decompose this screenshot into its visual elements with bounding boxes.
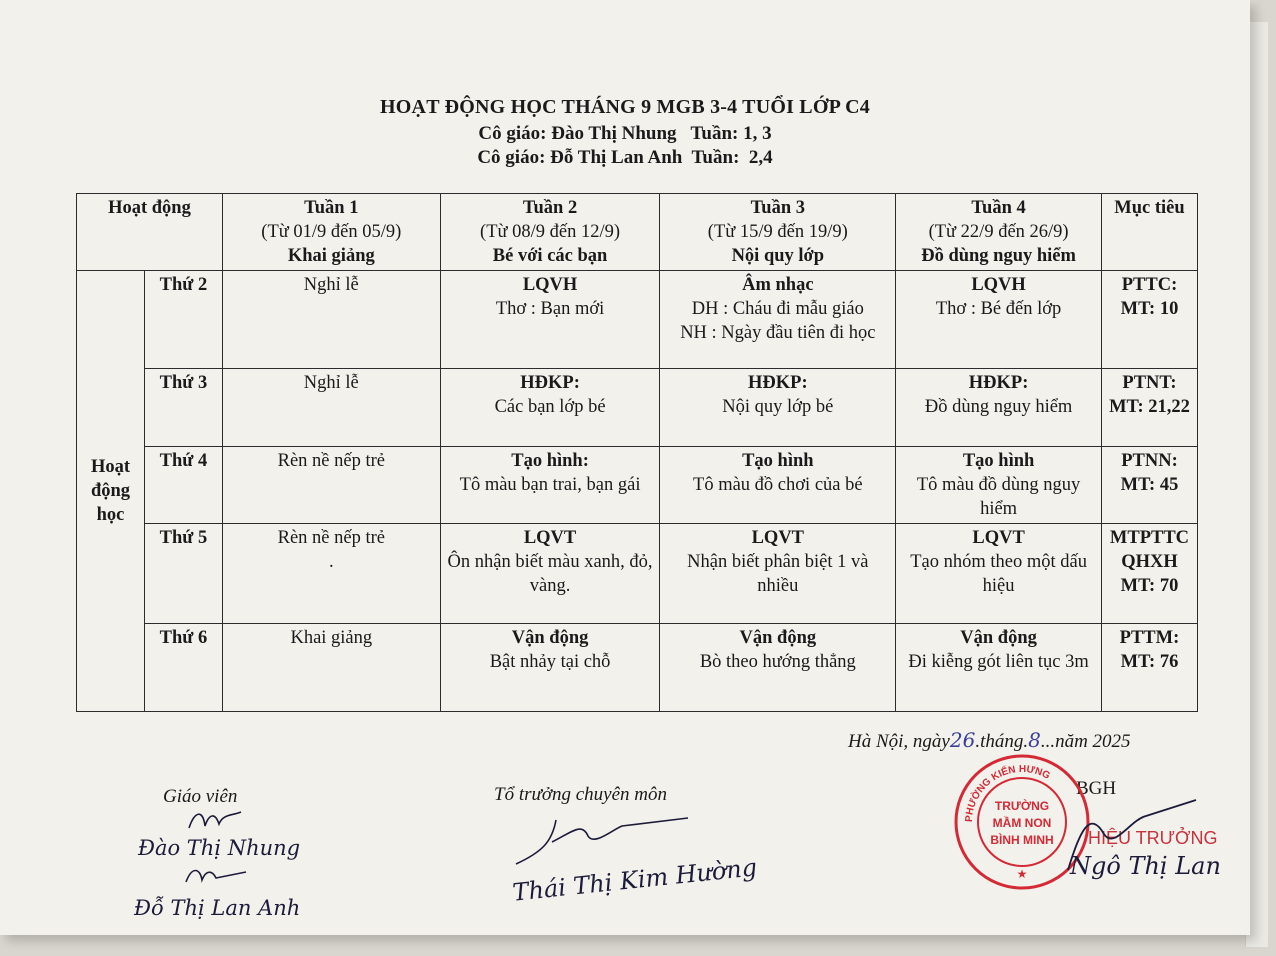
teacher-signature-2: Đỗ Thị Lan Anh: [134, 896, 301, 920]
cell-w2: LQVH Thơ : Bạn mới: [440, 271, 660, 369]
cell-w2: Vận động Bật nhảy tại chỗ: [440, 624, 660, 712]
day-cell: Thứ 3: [144, 369, 222, 447]
header-week-1: Tuần 1 (Từ 01/9 đến 05/9) Khai giảng: [222, 194, 440, 271]
cell-w4: HĐKP: Đồ dùng nguy hiểm: [896, 369, 1102, 447]
header-week-2: Tuần 2 (Từ 08/9 đến 12/9) Bé với các bạn: [440, 194, 660, 271]
table-row: [77, 524, 1198, 624]
teacher-line-2: Cô giáo: Đỗ Thị Lan Anh Tuần: 2,4: [477, 147, 773, 168]
svg-text:TRƯỜNG: TRƯỜNG: [994, 799, 1050, 813]
cell-w4: LQVH Thơ : Bé đến lớp: [896, 271, 1102, 369]
cell-w1: Rèn nề nếp trẻ: [222, 447, 440, 524]
svg-text:PHƯỜNG KIẾN HƯNG: PHƯỜNG KIẾN HƯNG: [963, 763, 1052, 823]
cell-w3: Tạo hình Tô màu đồ chơi của bé: [660, 447, 896, 524]
day-cell: Thứ 2: [144, 271, 222, 369]
principal-signature: Ngô Thị Lan: [1070, 852, 1221, 880]
table-row: [77, 271, 1198, 369]
row-group-label: Hoạt động học: [77, 271, 145, 712]
date-month: 8: [1028, 728, 1041, 752]
cell-w3: Vận động Bò theo hướng thẳng: [660, 624, 896, 712]
cell-w1: Rèn nề nếp trẻ .: [222, 524, 440, 624]
teacher-signature-mark-2: [180, 864, 250, 888]
cell-w3: HĐKP: Nội quy lớp bé: [660, 369, 896, 447]
cell-w2: LQVT Ôn nhận biết màu xanh, đỏ, vàng.: [440, 524, 660, 624]
principal-title: HIỆU TRƯỞNG: [1088, 828, 1218, 848]
goal-cell: PTTC: MT: 10: [1101, 271, 1197, 369]
goal-cell: PTTM: MT: 76: [1101, 624, 1197, 712]
header-goal: Mục tiêu: [1101, 194, 1197, 271]
cell-w1: Khai giảng: [222, 624, 440, 712]
schedule-table: [76, 193, 1198, 712]
svg-text:★: ★: [1016, 867, 1028, 881]
teacher-label: Giáo viên: [163, 786, 238, 807]
cell-w4: LQVT Tạo nhóm theo một dấu hiệu: [896, 524, 1102, 624]
document-title: HOẠT ĐỘNG HỌC THÁNG 9 MGB 3-4 TUỔI LỚP C4: [380, 96, 870, 118]
table-header-row: [77, 194, 1198, 271]
svg-text:BÌNH MINH: BÌNH MINH: [990, 833, 1054, 847]
cell-w3: LQVT Nhận biết phân biệt 1 và nhiều: [660, 524, 896, 624]
cell-w2: HĐKP: Các bạn lớp bé: [440, 369, 660, 447]
goal-cell: MTPTTC QHXH MT: 70: [1101, 524, 1197, 624]
leader-label: Tổ trưởng chuyên môn: [494, 784, 668, 805]
date-day: 26: [949, 728, 976, 752]
teacher-signature-1: Đào Thị Nhung: [138, 836, 301, 860]
goal-cell: PTNN: MT: 45: [1101, 447, 1197, 524]
header-activity: Hoạt động: [77, 194, 223, 271]
cell-w4: Vận động Đi kiễng gót liên tục 3m: [896, 624, 1102, 712]
table-row: [77, 447, 1198, 524]
day-cell: Thứ 4: [144, 447, 222, 524]
cell-w3: Âm nhạc DH : Cháu đi mẫu giáo NH : Ngày đầu tiên đi học: [660, 271, 896, 369]
date-line: Hà Nội, ngày26.tháng.8...năm 2025: [848, 728, 1131, 752]
cell-w1: Nghỉ lễ: [222, 271, 440, 369]
cell-w2: Tạo hình: Tô màu bạn trai, bạn gái: [440, 447, 660, 524]
header-week-3: Tuần 3 (Từ 15/9 đến 19/9) Nội quy lớp: [660, 194, 896, 271]
bgh-label: BGH: [1076, 778, 1117, 799]
svg-text:MẦM NON: MẦM NON: [992, 816, 1052, 830]
cell-w1: Nghỉ lễ: [222, 369, 440, 447]
day-cell: Thứ 5: [144, 524, 222, 624]
table-row: [77, 369, 1198, 447]
goal-cell: PTNT: MT: 21,22: [1101, 369, 1197, 447]
leader-signature: Thái Thị Kim Hường: [511, 853, 759, 907]
day-cell: Thứ 6: [144, 624, 222, 712]
cell-w4: Tạo hình Tô màu đồ dùng nguy hiểm: [896, 447, 1102, 524]
teacher-line-1: Cô giáo: Đào Thị Nhung Tuần: 1, 3: [478, 123, 772, 144]
header-week-4: Tuần 4 (Từ 22/9 đến 26/9) Đồ dùng nguy hiểm: [896, 194, 1102, 271]
table-row: [77, 624, 1198, 712]
teacher-signature-mark-1: [185, 808, 245, 834]
